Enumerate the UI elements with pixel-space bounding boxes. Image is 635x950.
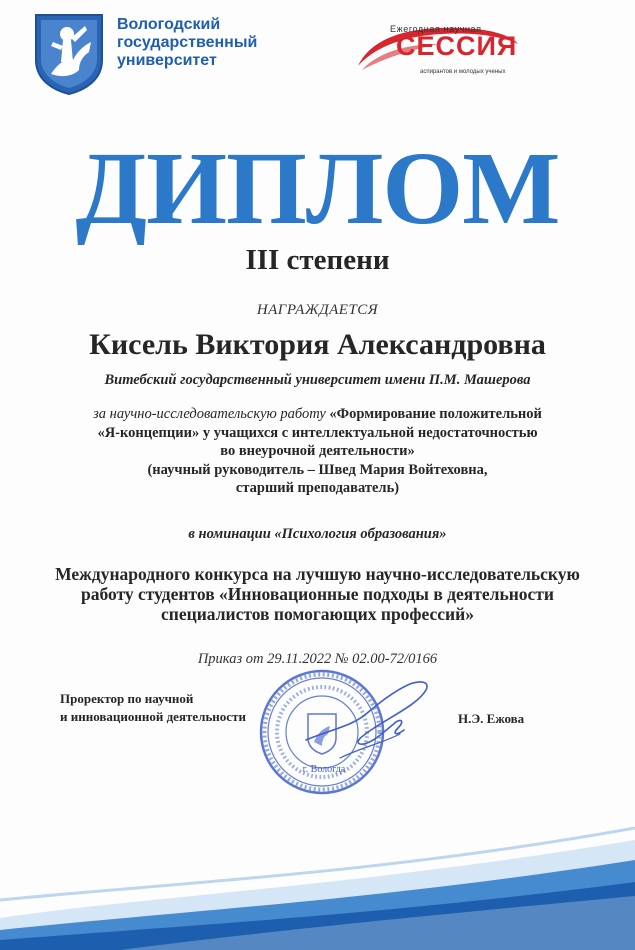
order-reference: Приказ от 29.11.2022 № 02.00-72/0166 (197, 651, 438, 667)
stamp-city: г. Вологда (302, 764, 346, 775)
supervisor-line: (научный руководитель – Швед Мария Войтеховна, (147, 461, 488, 478)
decorative-waves (0, 800, 635, 950)
supervisor-line: старший преподаватель) (235, 480, 400, 496)
recipient-name: Кисель Виктория Александровна (89, 328, 546, 361)
recipient-affiliation: Витебский государственный университет имени П.М. Машерова (104, 372, 531, 388)
university-name-line: университет (117, 52, 217, 69)
nomination: в номинации «Психология образования» (188, 526, 447, 542)
signer-name: Н.Э. Ежова (458, 711, 525, 726)
work-intro: за научно-исследовательскую работу (93, 406, 330, 422)
contest-line: работу студентов «Инновационные подходы в деятельности (81, 584, 554, 604)
university-name-line: Вологодский (117, 16, 221, 33)
handwritten-signature-icon (300, 668, 450, 778)
diploma-degree: III степени (245, 244, 390, 276)
signer-position-line: и инновационной деятельности (60, 709, 246, 724)
work-title-line: «Формирование положительной (329, 406, 542, 422)
session-main-text: СЕССИЯ (396, 31, 518, 61)
session-bottom-text: аспирантов и молодых ученых (420, 69, 506, 75)
contest-line: Международного конкурса на лучшую научно-исследовательскую (55, 564, 580, 584)
university-emblem-icon (33, 12, 105, 96)
session-logo (352, 22, 520, 84)
awarded-label: НАГРАЖДАЕТСЯ (256, 302, 379, 318)
university-name (117, 16, 317, 70)
contest-line: специалистов помогающих профессий» (161, 604, 474, 624)
university-name-line: государственный (117, 34, 258, 51)
signer-position (60, 690, 246, 726)
diploma-title: ДИПЛОМ (75, 131, 560, 246)
work-title-line: «Я-концепции» у учащихся с интеллектуальной недостаточностью (97, 424, 538, 441)
work-description (40, 405, 595, 498)
signer-position-line: Проректор по научной (60, 691, 194, 706)
session-top-text: Ежегодная научная (390, 24, 482, 34)
work-title-line: во внеурочной деятельности» (220, 443, 415, 459)
contest-name (0, 564, 635, 624)
